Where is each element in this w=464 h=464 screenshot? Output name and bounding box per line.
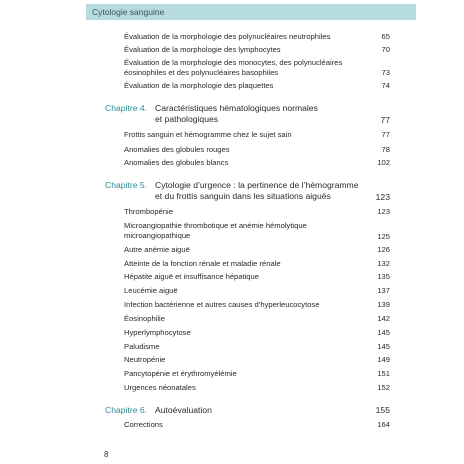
chapter-number: Chapitre 4. [105, 103, 148, 113]
toc-entry-text: Microangiopathie thrombotique et anémie hémolytique [124, 221, 307, 230]
toc-entry-text: Leucémie aiguë [124, 286, 178, 295]
chapter-title: Cytologie d’urgence : la pertinence de l’hémogramme [155, 180, 359, 190]
chapter-title-line2: et du frottis sanguin dans les situations aiguës [155, 191, 331, 201]
toc-entry-page: 73 [381, 68, 390, 77]
page-number: 8 [104, 450, 109, 459]
toc-entry-text-line2: éosinophiles et des polynucléaires basophiles [124, 68, 279, 77]
toc-entry-page: 142 [377, 314, 390, 323]
toc-entry-page: 137 [377, 286, 390, 295]
toc-entry-text: Évaluation de la morphologie des monocytes, des polynucléaires [124, 58, 343, 67]
toc-entry-page: 164 [377, 420, 390, 429]
toc-entry-page: 126 [377, 245, 390, 254]
toc-entry[interactable] [124, 221, 390, 243]
toc-entry-text: Anomalies des globules rouges [124, 145, 230, 154]
toc-entry-page: 145 [377, 342, 390, 351]
toc-entry-text-line2: microangiopathique [124, 231, 191, 240]
toc-entry-text: Infection bactérienne et autres causes d’hyperleucocytose [124, 300, 320, 309]
toc-entry-page: 151 [377, 369, 390, 378]
toc-entry-text: Urgences néonatales [124, 383, 196, 392]
toc-entry-page: 135 [377, 272, 390, 281]
chapter-heading[interactable] [105, 180, 390, 204]
toc-entry-page: 125 [377, 232, 390, 241]
toc-entry-page: 123 [377, 207, 390, 216]
toc-entry-text: Évaluation de la morphologie des lymphocytes [124, 45, 281, 54]
toc-entry-page: 77 [381, 130, 390, 139]
running-head-title: Cytologie sanguine [92, 7, 165, 17]
toc-entry[interactable] [124, 58, 390, 80]
chapter-page: 155 [375, 405, 390, 415]
chapter-title: Autoévaluation [155, 405, 212, 415]
toc-entry-text: Paludisme [124, 342, 160, 351]
toc-entry-text: Anomalies des globules blancs [124, 158, 229, 167]
toc-entry-text: Atteinte de la fonction rénale et maladie rénale [124, 259, 281, 268]
chapter-number: Chapitre 5. [105, 180, 148, 190]
toc-entry-page: 70 [381, 45, 390, 54]
toc-entry-page: 74 [381, 81, 390, 90]
toc-entry-page: 65 [381, 32, 390, 41]
toc-entry-text: Corrections [124, 420, 163, 429]
toc-entry-text: Frottis sanguin et hémogramme chez le sujet sain [124, 130, 292, 139]
toc-entry-page: 145 [377, 328, 390, 337]
toc-entry-page: 102 [377, 158, 390, 167]
toc-entry-text: Neutropénie [124, 355, 166, 364]
chapter-title-line2: et pathologiques [155, 114, 219, 124]
running-head [86, 4, 416, 20]
chapter-heading[interactable] [105, 103, 390, 127]
toc-entry-page: 78 [381, 145, 390, 154]
chapter-number: Chapitre 6. [105, 405, 148, 415]
toc-entry-page: 149 [377, 355, 390, 364]
toc-entry-text: Thrombopénie [124, 207, 173, 216]
chapter-page: 77 [380, 115, 390, 125]
toc-entry-text: Autre anémie aiguë [124, 245, 190, 254]
toc-entry-page: 132 [377, 259, 390, 268]
toc-entry-text: Évaluation de la morphologie des plaquettes [124, 81, 274, 90]
toc-entry-text: Hyperlymphocytose [124, 328, 191, 337]
toc-entry-text: Pancytopénie et érythromyélémie [124, 369, 237, 378]
chapter-page: 123 [375, 192, 390, 202]
chapter-title: Caractéristiques hématologiques normales [155, 103, 318, 113]
toc-entry-text: Hépatite aiguë et insuffisance hépatique [124, 272, 259, 281]
toc-entry-text: Éosinophilie [124, 314, 165, 323]
toc-entry-page: 152 [377, 383, 390, 392]
toc-entry-page: 139 [377, 300, 390, 309]
toc-entry-text: Évaluation de la morphologie des polynucléaires neutrophiles [124, 32, 331, 41]
